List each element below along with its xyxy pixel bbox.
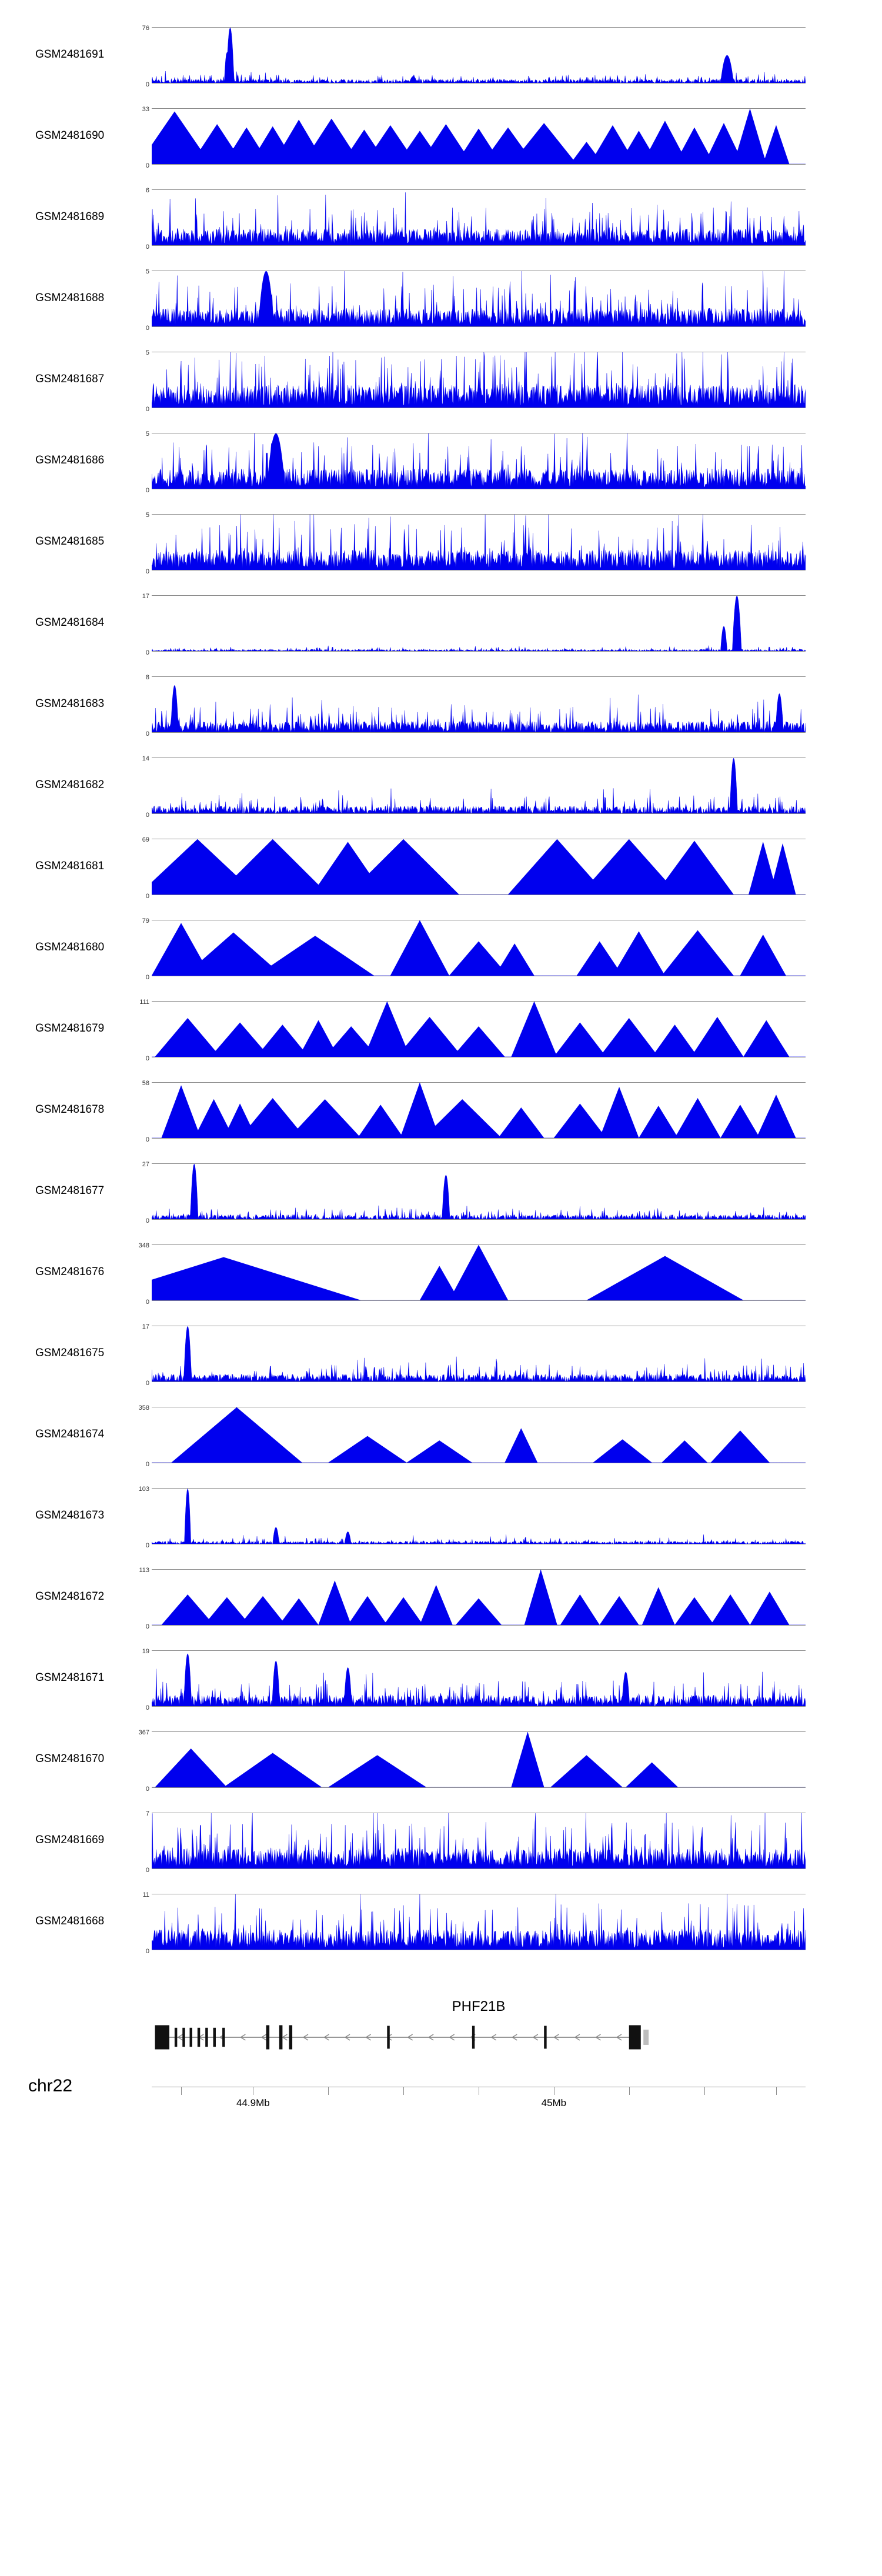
track-axis-min: 0 [145,1055,149,1062]
track-row [0,268,882,352]
track-plot [152,514,806,570]
track-axis-max: 69 [142,836,149,843]
track-axis-min: 0 [145,1704,149,1711]
track-axis-max: 79 [142,917,149,925]
track-axis-max: 19 [142,1648,149,1655]
track-label: GSM2481671 [35,1671,105,1684]
track-axis-max: 58 [142,1080,149,1087]
chromosome-label: chr22 [28,2076,73,2095]
track-label: GSM2481686 [35,454,105,466]
track-plot [152,1894,806,1950]
track-axis-max: 17 [142,1323,149,1330]
track-label: GSM2481670 [35,1753,105,1765]
track-plot [152,839,806,895]
axis-tick [403,2087,404,2095]
track-plot [152,108,806,165]
track-row [0,27,882,108]
track-axis-min: 0 [145,1380,149,1387]
track-row [0,917,882,1001]
track-axis-min: 0 [145,812,149,819]
track-label: GSM2481668 [35,1915,105,1927]
track-plot [152,1326,806,1382]
track-axis-min: 0 [145,1786,149,1793]
track-plot [152,595,806,652]
track-row [0,836,882,920]
track-row [0,349,882,433]
track-axis-min: 0 [145,1299,149,1306]
axis-tick [181,2087,182,2095]
track-axis-min: 0 [145,730,149,738]
track-row [0,189,882,271]
track-axis-max: 6 [145,187,149,194]
track-row [0,755,882,839]
track-axis-min: 0 [145,1867,149,1874]
track-plot [152,1407,806,1463]
track-axis-min: 0 [145,243,149,251]
track-axis-min: 0 [145,325,149,332]
track-axis-max: 111 [139,999,149,1006]
track-plot [152,920,806,976]
track-label: GSM2481687 [35,373,105,385]
track-row [0,1891,882,1975]
track-row [0,676,882,758]
track-plot [152,271,806,327]
track-axis-min: 0 [145,1136,149,1143]
track-row [0,1244,882,1326]
track-axis-min: 0 [145,974,149,981]
track-axis-max: 11 [142,1891,149,1898]
track-label: GSM2481677 [35,1184,105,1197]
track-axis-max: 113 [139,1567,149,1574]
track-label: GSM2481689 [35,211,105,223]
track-axis-max: 348 [138,1242,149,1249]
track-plot [152,352,806,408]
track-row [0,108,882,189]
track-label: GSM2481684 [35,616,105,629]
track-axis-max: 358 [138,1404,149,1412]
track-row [0,1731,882,1813]
track-label: GSM2481672 [35,1590,105,1603]
track-plot [152,1163,806,1220]
track-axis-max: 8 [145,674,149,681]
track-plot [152,1082,806,1139]
track-plot [152,1244,806,1301]
axis-tick-label: 45Mb [541,2097,567,2108]
track-label: GSM2481682 [35,779,105,791]
track-label: GSM2481688 [35,292,105,304]
track-axis-min: 0 [145,81,149,88]
track-label: GSM2481676 [35,1266,105,1278]
track-axis-min: 0 [145,406,149,413]
track-axis-min: 0 [145,1623,149,1630]
track-plot [152,433,806,489]
track-plot [152,189,806,246]
gene-name-label: PHF21B [452,1998,506,2014]
track-row [0,433,882,514]
track-plot [152,27,806,84]
track-axis-min: 0 [145,1461,149,1468]
axis-tick [629,2087,630,2095]
track-axis-min: 0 [145,1948,149,1955]
track-label: GSM2481675 [35,1347,105,1359]
track-row [0,1323,882,1407]
track-axis-max: 103 [138,1486,149,1493]
axis-tick-label: 44.9Mb [236,2097,270,2108]
track-axis-min: 0 [145,162,149,169]
track-plot [152,1731,806,1788]
track-row [0,514,882,595]
track-plot [152,676,806,733]
gene-model-svg [152,2020,806,2055]
track-axis-max: 5 [145,268,149,275]
track-row [0,1163,882,1244]
track-row [0,1082,882,1163]
track-axis-max: 5 [145,431,149,438]
track-label: GSM2481680 [35,941,105,953]
track-axis-min: 0 [145,1217,149,1224]
track-axis-max: 76 [142,25,149,32]
track-label: GSM2481681 [35,860,105,872]
track-axis-min: 0 [145,893,149,900]
track-label: GSM2481673 [35,1509,105,1521]
track-plot [152,1650,806,1707]
track-axis-max: 7 [145,1810,149,1817]
track-label: GSM2481685 [35,535,105,548]
track-axis-max: 14 [142,755,149,762]
track-axis-max: 5 [145,349,149,356]
track-plot [152,1569,806,1626]
genomic-axis [152,2087,806,2122]
track-plot [152,1813,806,1869]
track-plot [152,1488,806,1544]
track-plot [152,758,806,814]
track-axis-max: 17 [142,593,149,600]
track-row [0,1650,882,1731]
track-row [0,1404,882,1488]
track-label: GSM2481679 [35,1022,105,1035]
track-axis-min: 0 [145,487,149,494]
track-axis-min: 0 [145,649,149,656]
axis-tick [328,2087,329,2095]
track-axis-max: 33 [142,106,149,113]
track-axis-max: 367 [138,1729,149,1736]
axis-tick [704,2087,705,2095]
track-label: GSM2481690 [35,129,105,142]
track-row [0,1810,882,1894]
track-axis-max: 27 [142,1161,149,1168]
track-label: GSM2481683 [35,698,105,710]
track-row [0,595,882,676]
track-axis-min: 0 [145,568,149,575]
track-axis-min: 0 [145,1542,149,1549]
track-plot [152,1001,806,1057]
track-label: GSM2481674 [35,1428,105,1440]
track-label: GSM2481691 [35,48,105,61]
axis-tick [776,2087,777,2095]
track-label: GSM2481669 [35,1834,105,1846]
track-row [0,1569,882,1650]
track-row [0,1001,882,1082]
track-axis-max: 5 [145,512,149,519]
track-label: GSM2481678 [35,1103,105,1116]
gene-model-track [152,1998,806,2069]
track-row [0,1488,882,1569]
